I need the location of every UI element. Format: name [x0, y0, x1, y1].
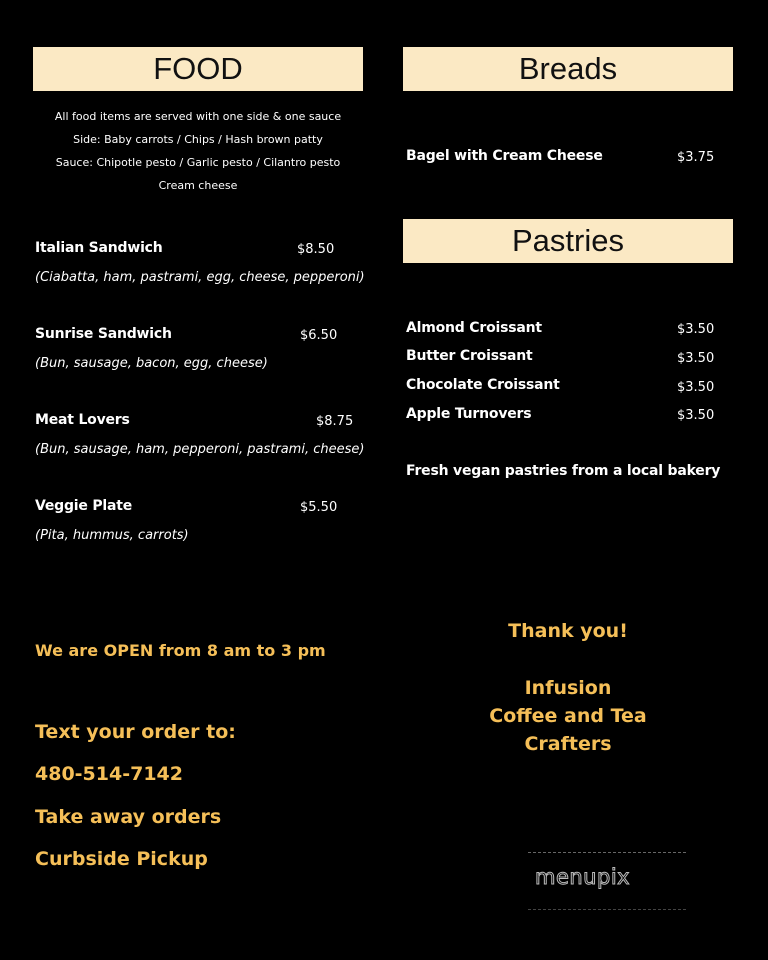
opening-hours: We are OPEN from 8 am to 3 pm [35, 641, 326, 660]
food-note-sides: Side: Baby carrots / Chips / Hash brown patty [73, 133, 323, 146]
menu-item-description: (Bun, sausage, bacon, egg, cheese) [35, 356, 268, 371]
menu-item-price: $8.75 [316, 414, 354, 429]
menu-item-description: (Ciabatta, ham, pastrami, egg, cheese, pepperoni) [35, 270, 365, 285]
menu-item-price: $3.50 [677, 408, 715, 423]
menu-item-price: $5.50 [300, 500, 338, 515]
breads-title: Breads [518, 51, 618, 86]
menu-item-name: Apple Turnovers [406, 406, 532, 422]
food-title: FOOD [153, 51, 243, 86]
menu-item-name: Almond Croissant [406, 320, 542, 336]
menu-item-description: (Pita, hummus, carrots) [35, 528, 189, 543]
food-note-sauces: Sauce: Chipotle pesto / Garlic pesto / Cilantro pesto [55, 156, 341, 169]
menu-item-price: $8.50 [297, 242, 335, 257]
pastries-title: Pastries [512, 223, 624, 258]
brand-line-2: Coffee and Tea [489, 705, 647, 727]
menu-item-name: Italian Sandwich [35, 240, 163, 256]
menu-item-price: $3.50 [677, 351, 715, 366]
food-note-cream-cheese: Cream cheese [158, 179, 238, 192]
breads-header [403, 47, 733, 91]
menu-item-name: Veggie Plate [35, 498, 133, 514]
pastries-header [403, 219, 733, 263]
thank-you: Thank you! [508, 620, 628, 642]
text-order-label: Text your order to: [35, 721, 236, 743]
curbside-pickup: Curbside Pickup [35, 848, 208, 870]
menu-item-name: Chocolate Croissant [406, 377, 560, 393]
menu-item-name: Meat Lovers [35, 412, 130, 428]
menu-item-name: Butter Croissant [406, 348, 533, 364]
menu-item-price: $3.75 [677, 150, 715, 165]
menu-item-price: $6.50 [300, 328, 338, 343]
menupix-logo [528, 852, 686, 910]
brand-line-1: Infusion [524, 677, 612, 699]
menu-item-name: Bagel with Cream Cheese [406, 148, 603, 164]
takeaway-orders: Take away orders [35, 806, 222, 828]
pastries-note: Fresh vegan pastries from a local bakery [406, 463, 721, 479]
food-note-serving: All food items are served with one side & one sauce [54, 110, 342, 123]
menu-item-price: $3.50 [677, 380, 715, 395]
menu-item-name: Sunrise Sandwich [35, 326, 172, 342]
menupix-watermark: menupix [535, 865, 631, 889]
brand-line-3: Crafters [524, 733, 612, 755]
menu-item-price: $3.50 [677, 322, 715, 337]
food-header [33, 47, 363, 91]
phone-number: 480-514-7142 [35, 763, 183, 785]
menu-item-description: (Bun, sausage, ham, pepperoni, pastrami, cheese) [35, 442, 365, 457]
